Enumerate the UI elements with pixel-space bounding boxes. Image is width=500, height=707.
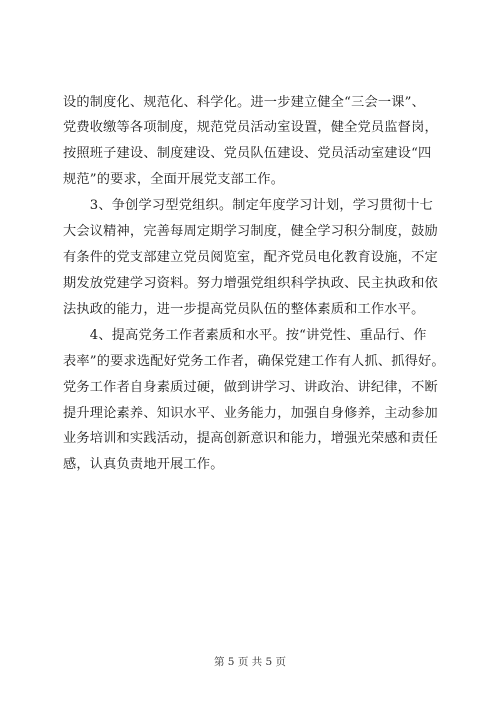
body-line-1: 设的制度化、规范化、科学化。进一步建立健全“三会一课”、 (63, 95, 425, 110)
page-number-footer: 第 5 页 共 5 页 (213, 656, 287, 668)
body-line-11: 表率”的要求选配好党务工作者，确保党建工作有人抓、抓得好。 (63, 354, 445, 369)
body-line-4: 规范”的要求，全面开展党支部工作。 (63, 172, 285, 187)
body-line-9: 法执政的能力，进一步提高党员队伍的整体素质和工作水平。 (63, 302, 425, 317)
body-line-14: 业务培训和实践活动，提高创新意识和能力，增强光荣感和责任 (63, 431, 438, 446)
body-line-2: 党费收缴等各项制度，规范党员活动室设置，健全党员监督岗， (63, 120, 438, 135)
body-line-6: 大会议精神，完善每周定期学习制度，健全学习积分制度，鼓励 (63, 224, 438, 239)
body-line-3: 按照班子建设、制度建设、党员队伍建设、党员活动室建设“四 (63, 146, 432, 161)
body-line-13: 提升理论素养、知识水平、业务能力，加强自身修养，主动参加 (63, 406, 438, 421)
body-line-8: 期发放党建学习资料。努力增强党组织科学执政、民主执政和依 (63, 276, 438, 291)
body-line-7: 有条件的党支部建立党员阅览室，配齐党员电化教育设施，不定 (63, 250, 438, 265)
body-line-12: 党务工作者自身素质过硬，做到讲学习、讲政治、讲纪律，不断 (63, 380, 438, 395)
body-line-15: 感，认真负责地开展工作。 (63, 457, 224, 472)
body-line-5: 3、争创学习型党组织。制定年度学习计划，学习贯彻十七 (63, 198, 434, 213)
body-line-10: 4、提高党务工作者素质和水平。按“讲党性、重品行、作 (63, 328, 427, 343)
